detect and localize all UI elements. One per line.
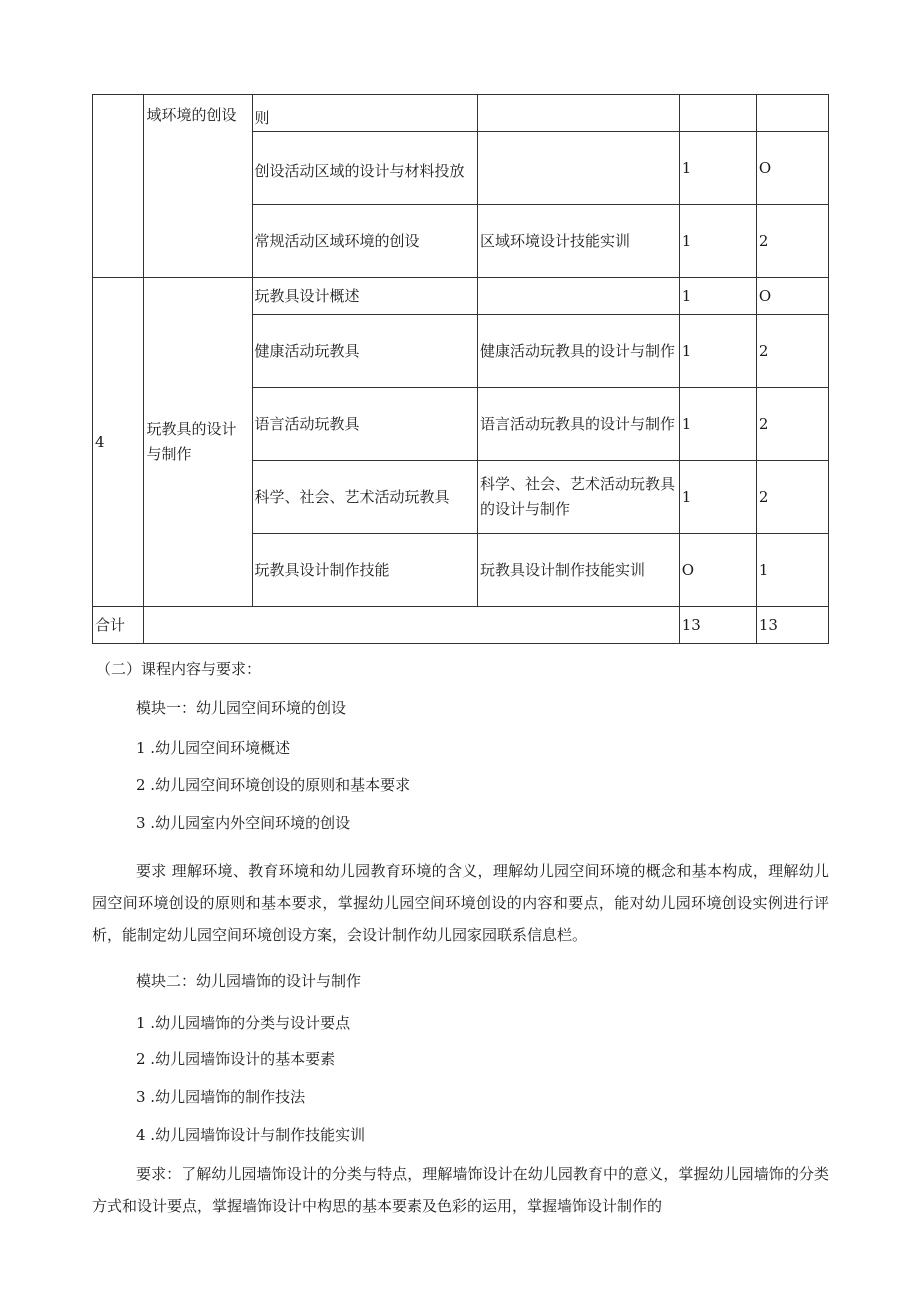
module2-item: 2 .幼儿园墙饰设计的基本要素 bbox=[136, 1050, 336, 1068]
table-row bbox=[93, 95, 829, 132]
table-cell-topic: 健康活动玩教具 bbox=[252, 315, 477, 388]
table-cell-chapter: 域环境的创设 bbox=[144, 95, 252, 278]
module2-title: 模块二：幼儿园墙饰的设计与制作 bbox=[136, 972, 362, 990]
table-cell-hours-theory: 1 bbox=[679, 132, 756, 205]
table-cell-chapter: 玩教具的设计与制作 bbox=[144, 278, 252, 607]
table-cell-hours-theory bbox=[679, 95, 756, 132]
table-cell-topic: 则 bbox=[252, 95, 477, 132]
table-cell-hours-theory: O bbox=[679, 534, 756, 607]
module2-item: 4 .幼儿园墙饰设计与制作技能实训 bbox=[136, 1126, 366, 1144]
module1-item: 2 .幼儿园空间环境创设的原则和基本要求 bbox=[136, 776, 411, 794]
module1-requirement: 要求 理解环境、教育环境和幼儿园教育环境的含义，理解幼儿园空间环境的概念和基本构成，理解幼儿园空间环境创设的原则和基本要求，掌握幼儿园空间环境创设的内容和要点，能对幼儿园环境创设实例进行评析，能制定幼儿园空间环境创设方案，会设计制作幼儿园家园联系信息栏。 bbox=[92, 862, 829, 944]
table-cell-topic: 常规活动区域环境的创设 bbox=[252, 205, 477, 278]
total-empty-cell bbox=[144, 607, 679, 644]
table-cell-hours-practice: 2 bbox=[756, 461, 828, 534]
table-cell-practice: 科学、社会、艺术活动玩教具的设计与制作 bbox=[477, 461, 679, 534]
table-cell-topic: 玩教具设计制作技能 bbox=[252, 534, 477, 607]
table-cell-practice bbox=[477, 278, 679, 315]
table-cell-index: 4 bbox=[93, 278, 144, 607]
course-table-container bbox=[92, 94, 829, 644]
table-cell-practice: 语言活动玩教具的设计与制作 bbox=[477, 388, 679, 461]
module2-item: 3 .幼儿园墙饰的制作技法 bbox=[136, 1088, 306, 1106]
total-label: 合计 bbox=[93, 607, 144, 644]
table-cell-practice: 区域环境设计技能实训 bbox=[477, 205, 679, 278]
table-cell-hours-practice: O bbox=[756, 278, 828, 315]
table-cell-hours-practice: O bbox=[756, 132, 828, 205]
table-cell-hours-practice: 2 bbox=[756, 315, 828, 388]
table-cell-hours-practice: 1 bbox=[756, 534, 828, 607]
table-cell-hours-theory: 1 bbox=[679, 278, 756, 315]
module2-item: 1 .幼儿园墙饰的分类与设计要点 bbox=[136, 1014, 351, 1032]
table-cell-practice: 健康活动玩教具的设计与制作 bbox=[477, 315, 679, 388]
table-cell-hours-practice: 2 bbox=[756, 388, 828, 461]
total-hours-practice: 13 bbox=[756, 607, 828, 644]
table-cell-practice bbox=[477, 132, 679, 205]
section-title: （二）课程内容与要求： bbox=[96, 660, 262, 678]
table-cell-hours-practice: 2 bbox=[756, 205, 828, 278]
table-cell-hours-practice bbox=[756, 95, 828, 132]
table-cell-practice: 玩教具设计制作技能实训 bbox=[477, 534, 679, 607]
table-cell-topic: 科学、社会、艺术活动玩教具 bbox=[252, 461, 477, 534]
table-cell-practice bbox=[477, 95, 679, 132]
table-cell-topic: 玩教具设计概述 bbox=[252, 278, 477, 315]
table-cell-hours-theory: 1 bbox=[679, 205, 756, 278]
table-cell-hours-theory: 1 bbox=[679, 388, 756, 461]
table-row-total bbox=[93, 607, 829, 644]
table-cell-hours-theory: 1 bbox=[679, 315, 756, 388]
total-hours-theory: 13 bbox=[679, 607, 756, 644]
table-row bbox=[93, 278, 829, 315]
table-cell-index bbox=[93, 95, 144, 278]
module2-requirement: 要求：了解幼儿园墙饰设计的分类与特点，理解墙饰设计在幼儿园教育中的意义，掌握幼儿园墙饰的分类方式和设计要点，掌握墙饰设计中构思的基本要素及色彩的运用，掌握墙饰设计制作的 bbox=[92, 1165, 829, 1215]
course-table bbox=[92, 94, 829, 644]
table-cell-hours-theory: 1 bbox=[679, 461, 756, 534]
module1-item: 1 .幼儿园空间环境概述 bbox=[136, 739, 291, 757]
table-cell-topic: 创设活动区域的设计与材料投放 bbox=[252, 132, 477, 205]
module1-item: 3 .幼儿园室内外空间环境的创设 bbox=[136, 814, 351, 832]
table-cell-topic: 语言活动玩教具 bbox=[252, 388, 477, 461]
module1-title: 模块一：幼儿园空间环境的创设 bbox=[136, 699, 347, 717]
